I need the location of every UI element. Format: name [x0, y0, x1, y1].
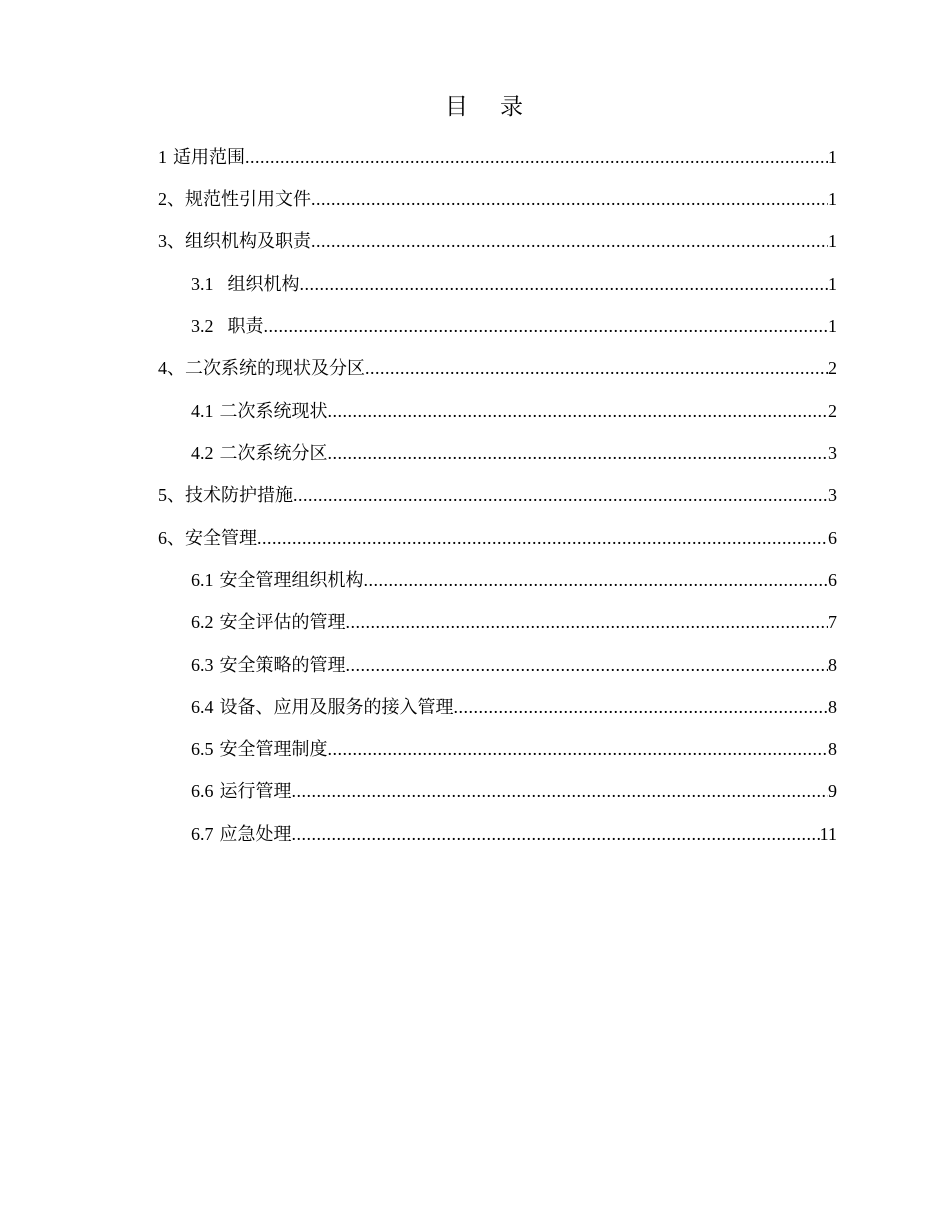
toc-entry-text: 适用范围: [173, 147, 245, 168]
toc-entry-text: 安全管理组织机构: [219, 570, 364, 591]
toc-title-char-2: 录: [500, 94, 523, 120]
toc-dot-leader: [264, 311, 829, 341]
toc-dot-leader: [293, 480, 828, 510]
toc-entry-label: [158, 353, 365, 384]
toc-entry-label: [191, 692, 454, 723]
toc-entry-text: 职责: [227, 316, 264, 337]
toc-entry-page-number: 7: [828, 612, 837, 632]
toc-entry-text: 二次系统现状: [219, 401, 328, 422]
toc-entry[interactable]: [191, 565, 837, 595]
toc-dot-leader: [257, 523, 828, 553]
toc-entry-page-number: 6: [828, 528, 837, 548]
toc-entry-label: [191, 438, 328, 469]
toc-entry-page-number: 6: [828, 570, 837, 590]
toc-entry-number: 4、: [158, 358, 185, 378]
toc-entry-number: 3、: [158, 231, 185, 251]
toc-dot-leader: [454, 692, 829, 722]
toc-entry-label: [191, 776, 292, 807]
toc-entry-text: 安全管理: [185, 528, 257, 549]
toc-entry-text: 设备、应用及服务的接入管理: [219, 697, 454, 718]
toc-entry-number: 5、: [158, 485, 185, 505]
toc-entry-text: 安全管理制度: [219, 739, 328, 760]
toc-dot-leader: [364, 565, 829, 595]
toc-entry[interactable]: [158, 480, 837, 510]
toc-entry-page-number: 1: [828, 274, 837, 294]
toc-entry-page-number: 8: [828, 739, 837, 759]
toc-entry-text: 运行管理: [219, 781, 292, 802]
toc-entry-number: 6.7: [191, 824, 214, 844]
toc-dot-leader: [328, 438, 829, 468]
toc-entry[interactable]: [191, 311, 837, 341]
toc-entry-text: 安全评估的管理: [219, 612, 346, 633]
toc-dot-leader: [311, 184, 828, 214]
toc-title: [0, 88, 950, 121]
toc-entry-text: 规范性引用文件: [185, 189, 311, 210]
toc-dot-leader: [365, 353, 828, 383]
toc-entry-page-number: 11: [819, 824, 837, 844]
toc-entry-label: [158, 142, 245, 173]
toc-entry-page-number: 1: [828, 231, 837, 251]
toc-entry-number: 6.4: [191, 697, 214, 717]
toc-entry[interactable]: [158, 226, 837, 256]
toc-entry-number: 2、: [158, 189, 185, 209]
toc-entry-text: 组织机构: [227, 274, 300, 295]
toc-dot-leader: [245, 142, 828, 172]
toc-entry-number: 4.1: [191, 401, 214, 421]
toc-entry-number: 6.1: [191, 570, 214, 590]
toc-entry-page-number: 1: [828, 147, 837, 167]
toc-dot-leader: [311, 226, 828, 256]
toc-entry-label: [191, 269, 300, 300]
toc-entry[interactable]: [191, 607, 837, 637]
toc-entry-page-number: 1: [828, 189, 837, 209]
toc-entry-label: [191, 565, 364, 596]
toc-entry-number: 1: [158, 147, 167, 167]
toc-entry[interactable]: [191, 396, 837, 426]
toc-dot-leader: [292, 776, 829, 806]
toc-entry[interactable]: [158, 184, 837, 214]
toc-entry-text: 技术防护措施: [185, 485, 293, 506]
toc-entry-page-number: 1: [828, 316, 837, 336]
toc-entry-text: 二次系统的现状及分区: [185, 358, 365, 379]
toc-entry-number: 3.1: [191, 274, 214, 294]
toc-entry[interactable]: [191, 692, 837, 722]
toc-entry-text: 安全策略的管理: [219, 655, 346, 676]
toc-entry-page-number: 8: [828, 655, 837, 675]
toc-entry-text: 二次系统分区: [219, 443, 328, 464]
toc-entry[interactable]: [158, 353, 837, 383]
toc-entry-label: [158, 480, 293, 511]
toc-entry-text: 应急处理: [219, 824, 292, 845]
toc-entry-page-number: 2: [828, 358, 837, 378]
toc-entry-page-number: 3: [828, 485, 837, 505]
toc-entry-number: 3.2: [191, 316, 214, 336]
toc-entry-label: [191, 650, 346, 681]
toc-entry[interactable]: [191, 438, 837, 468]
toc-entry-label: [191, 396, 328, 427]
toc-dot-leader: [328, 396, 829, 426]
toc-entry-label: [191, 734, 328, 765]
toc-entry-number: 6、: [158, 528, 185, 548]
toc-entry-label: [191, 819, 292, 850]
toc-entry-label: [158, 523, 257, 554]
toc-entry-number: 6.6: [191, 781, 214, 801]
toc-entry-page-number: 8: [828, 697, 837, 717]
toc-entry-label: [191, 607, 346, 638]
toc-dot-leader: [300, 269, 829, 299]
toc-entry-number: 6.2: [191, 612, 214, 632]
toc-entry-label: [191, 311, 264, 342]
toc-entry-number: 4.2: [191, 443, 214, 463]
toc-dot-leader: [328, 734, 829, 764]
toc-entry-page-number: 9: [828, 781, 837, 801]
toc-entry[interactable]: [191, 734, 837, 764]
toc-entry-number: 6.3: [191, 655, 214, 675]
toc-entry-number: 6.5: [191, 739, 214, 759]
toc-title-char-1: 目: [445, 94, 468, 120]
toc-entry-label: [158, 226, 311, 257]
toc-entry[interactable]: [191, 650, 837, 680]
toc-entry-page-number: 3: [828, 443, 837, 463]
toc-entry[interactable]: [191, 819, 837, 849]
toc-entry[interactable]: [191, 269, 837, 299]
toc-dot-leader: [346, 650, 829, 680]
toc-entry[interactable]: [158, 523, 837, 553]
toc-entry[interactable]: [158, 142, 837, 172]
toc-entry[interactable]: [191, 776, 837, 806]
toc-entry-text: 组织机构及职责: [185, 231, 311, 252]
toc-entry-page-number: 2: [828, 401, 837, 421]
toc-entry-label: [158, 184, 311, 215]
toc-dot-leader: [292, 819, 820, 849]
toc-dot-leader: [346, 607, 829, 637]
